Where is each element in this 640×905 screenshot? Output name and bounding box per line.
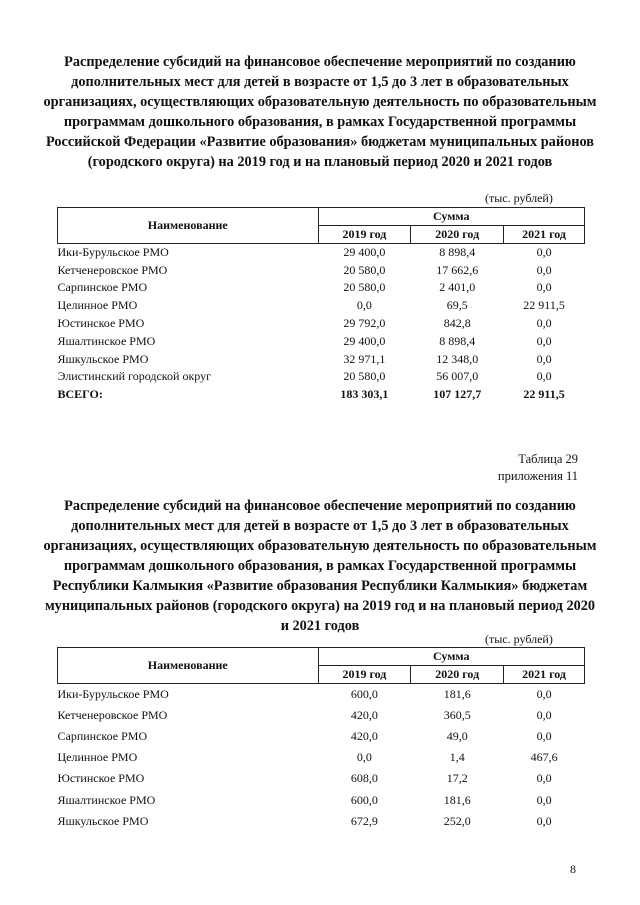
row-value-cell: 2 401,0 — [439, 280, 476, 295]
table1-header-name: Наименование — [58, 208, 319, 244]
row-value-cell: 22 911,5 — [523, 387, 565, 402]
row-value-cell: 0,0 — [536, 351, 552, 366]
table-row — [58, 747, 585, 768]
row-value-cell: 600,0 — [350, 686, 378, 701]
row-value-cell: 29 400,0 — [343, 245, 386, 260]
row-value-cell: 0,0 — [536, 333, 552, 348]
row-name-cell: Кетченеровское РМО — [57, 707, 168, 722]
row-value-cell: 360,5 — [443, 707, 471, 722]
row-name-cell: Сарпинское РМО — [57, 280, 148, 295]
row-value-cell: 8 898,4 — [439, 245, 476, 260]
section1-title: Распределение субсидий на финансовое обеспечение мероприятий по созданию дополнительных мест для детей в возрасте от 1,5 до 3 лет в образовательных организациях, осуществляющих образовательную деятельность по образовательным программам дошкольного образования, в рамках Государственной программы Российской Федерации «Развитие образования» бюджетам муниципальных районов (городского округа) на 2019 год и на плановый период 2020 и 2021 годов — [43, 54, 597, 170]
row-value-cell: 32 971,1 — [343, 351, 386, 366]
table-row — [58, 244, 585, 262]
row-name-cell: Яшкульское РМО — [57, 351, 149, 366]
table-row — [58, 789, 585, 810]
table-row — [58, 315, 585, 333]
row-name-cell: Целинное РМО — [57, 298, 138, 313]
row-value-cell: 183 303,1 — [340, 387, 389, 402]
table2-header-sum: Сумма — [318, 648, 585, 666]
section2-unit: (тыс. рублей) — [485, 632, 553, 646]
table-row — [58, 297, 585, 315]
row-value-cell: 181,6 — [443, 686, 471, 701]
table2-header-name: Наименование — [58, 648, 319, 684]
row-value-cell: 8 898,4 — [439, 333, 476, 348]
row-value-cell: 181,6 — [443, 792, 471, 807]
table2-body — [58, 684, 585, 832]
row-name-cell: Кетченеровское РМО — [57, 262, 168, 277]
row-value-cell: 0,0 — [536, 316, 552, 331]
row-name-cell: Элистинский городской округ — [57, 369, 212, 384]
row-name-cell: Яшалтинское РМО — [57, 792, 156, 807]
row-name-cell: Сарпинское РМО — [57, 728, 148, 743]
table2-header-2019: 2019 год — [318, 666, 411, 684]
row-value-cell: 0,0 — [536, 369, 552, 384]
row-value-cell: 252,0 — [443, 813, 471, 828]
row-value-cell: 20 580,0 — [343, 280, 386, 295]
row-value-cell: 608,0 — [350, 771, 378, 786]
table-row — [58, 261, 585, 279]
row-value-cell: 0,0 — [536, 686, 552, 701]
row-value-cell: 22 911,5 — [523, 298, 565, 313]
table1-header-2019: 2019 год — [318, 226, 411, 244]
row-value-cell: 17 662,6 — [436, 262, 479, 277]
page-number: 8 — [570, 862, 576, 876]
table2-header-2020: 2020 год — [411, 666, 504, 684]
row-value-cell: 0,0 — [536, 280, 552, 295]
row-value-cell: 420,0 — [350, 707, 378, 722]
row-name-cell: Юстинское РМО — [57, 316, 145, 331]
row-value-cell: 29 400,0 — [343, 333, 386, 348]
row-value-cell: 20 580,0 — [343, 262, 386, 277]
row-value-cell: 56 007,0 — [436, 369, 479, 384]
row-value-cell: 0,0 — [536, 245, 552, 260]
table-row — [58, 332, 585, 350]
row-value-cell: 0,0 — [536, 707, 552, 722]
row-value-cell: 0,0 — [356, 298, 372, 313]
row-value-cell: 0,0 — [536, 813, 552, 828]
table-row — [58, 811, 585, 832]
row-value-cell: 467,6 — [530, 750, 558, 765]
row-value-cell: 420,0 — [350, 728, 378, 743]
row-name-cell: Юстинское РМО — [57, 771, 145, 786]
row-value-cell: 69,5 — [446, 298, 468, 313]
table-row — [58, 368, 585, 386]
table-note-line2: приложения 11 — [497, 469, 578, 483]
section2-title: Распределение субсидий на финансовое обеспечение мероприятий по созданию дополнительных мест для детей в возрасте от 1,5 до 3 лет в образовательных организациях, осуществляющих образовательную деятельность по образовательным программам дошкольного образования, в рамках Государственной программы Республики Калмыкия «Развитие образования Республики Калмыкия» бюджетам муниципальных районов (городского округа) на 2019 год и на плановый период 2020 и 2021 годов — [43, 498, 597, 634]
table-note-line1: Таблица 29 — [518, 452, 578, 466]
total-row — [58, 386, 585, 404]
row-value-cell: 600,0 — [350, 792, 378, 807]
row-value-cell: 842,8 — [443, 316, 471, 331]
row-value-cell: 0,0 — [356, 750, 372, 765]
row-name-cell: Целинное РМО — [57, 750, 138, 765]
table-row — [58, 350, 585, 368]
table-note — [498, 451, 578, 485]
row-value-cell: 1,4 — [449, 750, 465, 765]
row-value-cell: 29 792,0 — [343, 316, 386, 331]
row-value-cell: 0,0 — [536, 771, 552, 786]
row-value-cell: 0,0 — [536, 728, 552, 743]
table-row — [58, 684, 585, 705]
table1-header-2021: 2021 год — [504, 226, 585, 244]
row-name-cell: ВСЕГО: — [57, 387, 103, 402]
table1-body — [58, 244, 585, 404]
table1-header-2020: 2020 год — [411, 226, 504, 244]
table-row — [58, 726, 585, 747]
row-value-cell: 49,0 — [446, 728, 468, 743]
table-row — [58, 768, 585, 789]
table2 — [57, 647, 585, 832]
section1-unit: (тыс. рублей) — [485, 191, 553, 205]
row-value-cell: 672,9 — [350, 813, 378, 828]
table-row — [58, 279, 585, 297]
table-row — [58, 705, 585, 726]
table2-header-2021: 2021 год — [504, 666, 585, 684]
row-name-cell: Яшалтинское РМО — [57, 333, 156, 348]
row-value-cell: 107 127,7 — [433, 387, 482, 402]
row-name-cell: Ики-Бурульское РМО — [57, 245, 169, 260]
table1-header-sum: Сумма — [318, 208, 585, 226]
row-value-cell: 20 580,0 — [343, 369, 386, 384]
table1 — [57, 207, 585, 404]
row-name-cell: Яшкульское РМО — [57, 813, 149, 828]
row-name-cell: Ики-Бурульское РМО — [57, 686, 169, 701]
row-value-cell: 0,0 — [536, 792, 552, 807]
row-value-cell: 17,2 — [446, 771, 468, 786]
row-value-cell: 0,0 — [536, 262, 552, 277]
row-value-cell: 12 348,0 — [436, 351, 479, 366]
